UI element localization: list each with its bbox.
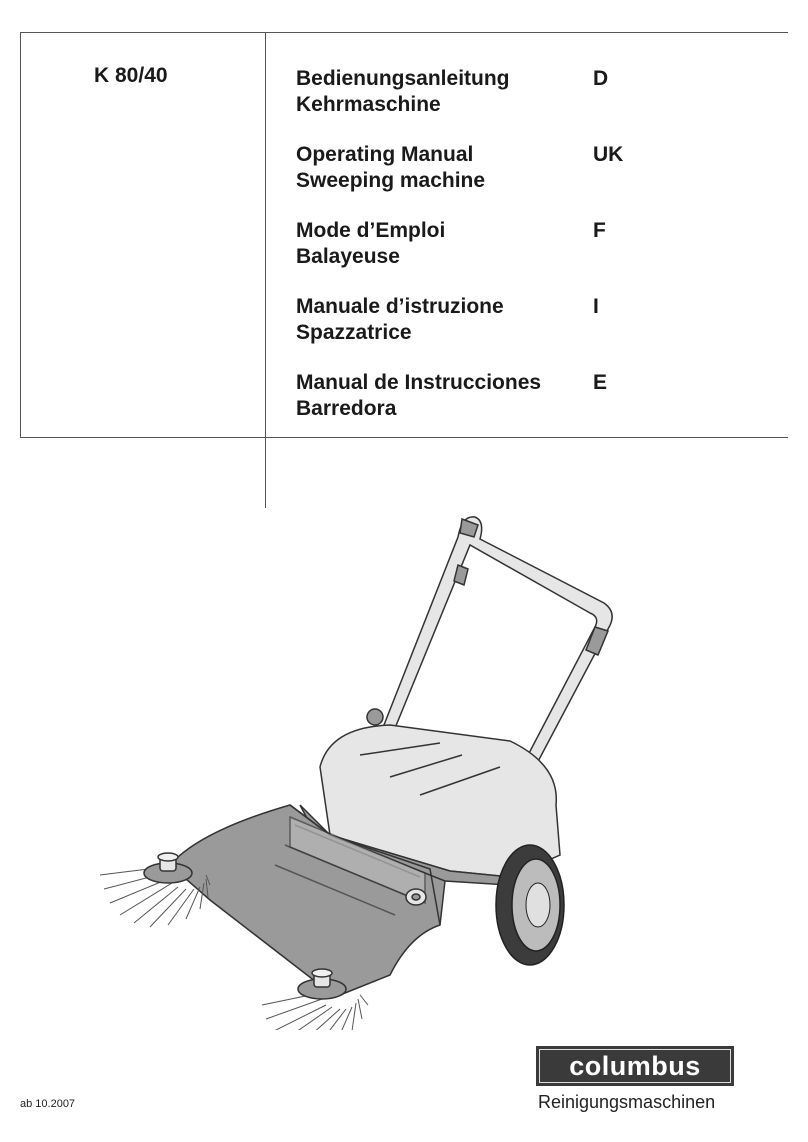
- header-top-rule: [20, 32, 788, 33]
- handle-knob-left: [367, 709, 383, 725]
- language-code: D: [593, 67, 609, 90]
- rear-wheel: [496, 845, 564, 965]
- manual-entry-es: [296, 370, 586, 422]
- manual-subtitle: Balayeuse: [296, 245, 400, 268]
- manual-subtitle: Spazzatrice: [296, 321, 412, 344]
- language-code: E: [593, 371, 608, 394]
- manual-entry-de: [296, 66, 586, 118]
- manual-subtitle: Kehrmaschine: [296, 93, 441, 116]
- manual-entry-uk: [296, 142, 586, 194]
- sweeper-illustration: [90, 505, 650, 1030]
- language-code: UK: [593, 143, 624, 166]
- columbus-logo: [536, 1046, 734, 1086]
- header-bottom-rule: [20, 437, 788, 438]
- manual-title: Manual de Instrucciones: [296, 371, 542, 394]
- brand-tagline: Reinigungsmaschinen: [538, 1092, 716, 1112]
- manual-title: Mode d’Emploi: [296, 219, 446, 242]
- header-divider-rule: [265, 32, 266, 508]
- language-code: F: [593, 219, 606, 242]
- manual-title: Operating Manual: [296, 143, 474, 166]
- header-left-rule: [20, 32, 21, 437]
- language-code: I: [593, 295, 599, 318]
- model-number: K 80/40: [94, 64, 168, 87]
- manual-entry-fr: [296, 218, 586, 270]
- manual-title: Manuale d’istruzione: [296, 295, 504, 318]
- manual-subtitle: Sweeping machine: [296, 169, 486, 192]
- logo-text: columbus: [539, 1049, 731, 1083]
- manual-entry-it: [296, 294, 586, 346]
- manual-title: Bedienungsanleitung: [296, 67, 510, 90]
- edition-date: ab 10.2007: [20, 1098, 76, 1110]
- adjustment-knob: [406, 889, 426, 905]
- manual-subtitle: Barredora: [296, 397, 397, 420]
